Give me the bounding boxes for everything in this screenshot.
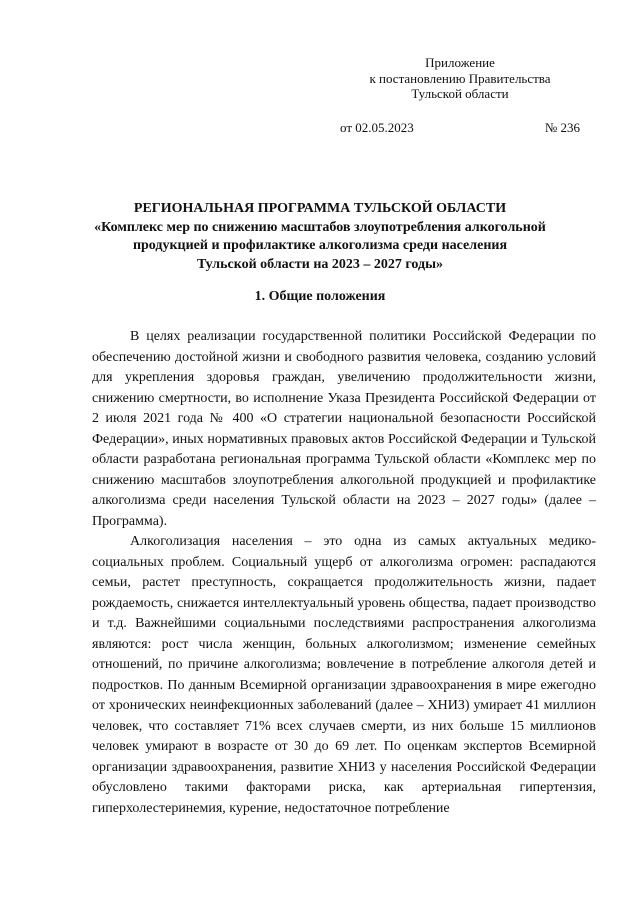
- document-date: от 02.05.2023: [340, 120, 414, 135]
- paragraph: В целях реализации государственной политики Российской Федерации по обеспечению достойной жизни и свободного развития человека, созданию условий для укрепления здоровья граждан, увеличению продолжительности жизни, снижению смертности, во исполнение Указа Президента Российской Федерации от 2 июля 2021 года № 400 «О стратегии национальной безопасности Российской Федерации», иных нормативных правовых актов Российской Федерации и Тульской области разработана региональная программа Тульской области «Комплекс мер по снижению масштабов злоупотребления алкогольной продукцией и профилактике алкоголизма среди населения Тульской области на 2023 – 2027 годы» (далее – Программа).: [92, 329, 596, 529]
- annex-line: Приложение: [425, 55, 495, 70]
- document-number: № 236: [544, 120, 580, 135]
- section-heading: 1. Общие положения: [254, 289, 386, 304]
- body-text: [92, 327, 596, 819]
- title-line: РЕГИОНАЛЬНАЯ ПРОГРАММА ТУЛЬСКОЙ ОБЛАСТИ: [133, 201, 507, 216]
- annex-block: [340, 55, 580, 102]
- paragraph: Алкоголизация населения – это одна из самых актуальных медико-социальных проблем. Социальный ущерб от алкоголизма огромен: распадаются семьи, растет преступность, сокращается продолжительность жизни, падает рождаемость, снижается интеллектуальный уровень общества, падает производство и т.д. Важнейшими социальными последствиями распространения алкоголизма являются: рост числа женщин, больных алкоголизмом; изменение семейных отношений, по причине алкоголизма; вовлечение в потребление алкоголя детей и подростков. По данным Всемирной организации здравоохранения в мире ежегодно от хронических неинфекционных заболеваний (далее – ХНИЗ) умирает 41 миллион человек, что составляет 71% всех случаев смерти, из них больше 15 миллионов человек умирают в возрасте от 30 до 69 лет. По оценкам экспертов Всемирной организации здравоохранения, развитие ХНИЗ у населения Российской Федерации обусловлено такими факторами риска, как артериальная гипертензия, гиперхолестеринемия, курение, недостаточное потребление: [92, 534, 596, 816]
- annex-line: к постановлению Правительства: [369, 70, 551, 86]
- program-title: [80, 200, 560, 274]
- title-line: продукцией и профилактике алкоголизма среди населения: [132, 238, 508, 253]
- annex-line: Тульской области: [411, 86, 509, 101]
- title-line: Тульской области на 2023 – 2027 годы»: [196, 256, 444, 272]
- title-line: «Комплекс мер по снижению масштабов злоупотребления алкогольной: [94, 219, 546, 235]
